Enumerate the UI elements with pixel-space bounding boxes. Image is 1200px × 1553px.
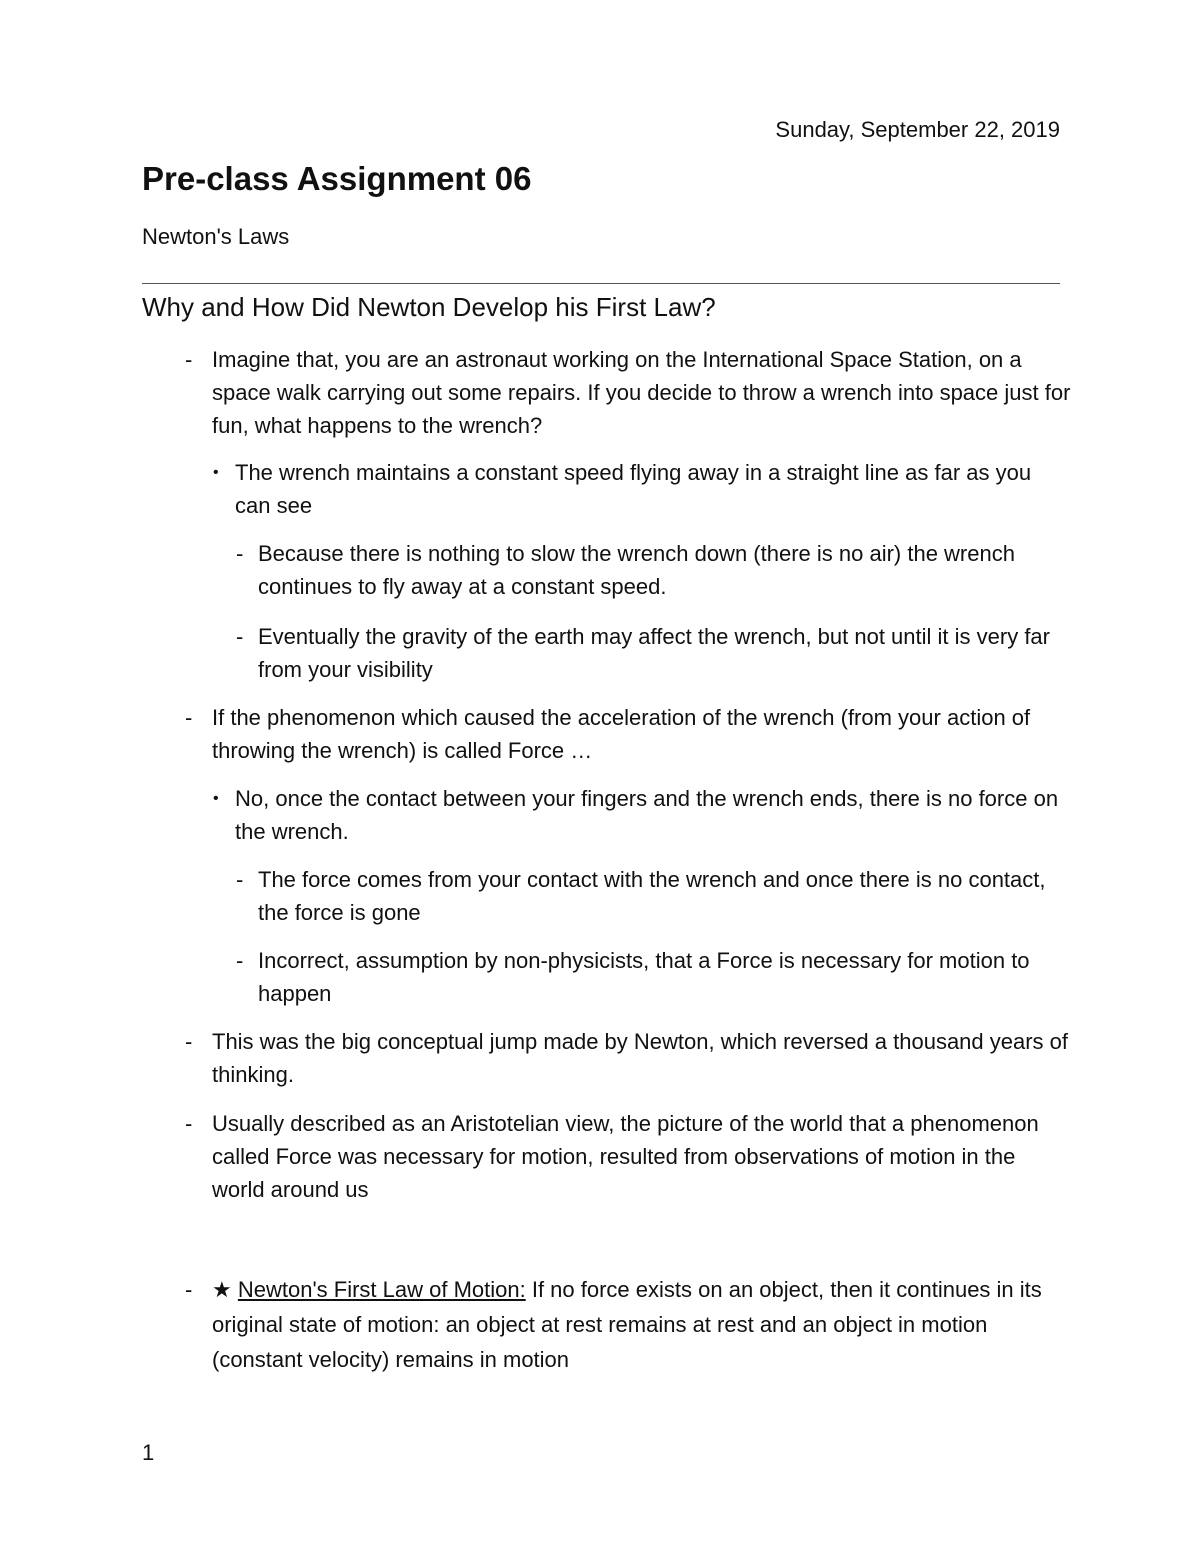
page-subtitle: Newton's Laws [142, 224, 290, 249]
dash-marker: - [185, 347, 193, 372]
list-item [185, 1107, 1072, 1206]
list-item [185, 343, 1072, 442]
list-item [213, 456, 1060, 522]
list-item-text: If no force exists on an object, then it continues in its original state of motion: an object at rest remains at rest and an object in motion (constant velocity) remains in motion [212, 1277, 1042, 1372]
dash-marker: - [185, 1029, 193, 1054]
list-item-text: If the phenomenon which caused the acceleration of the wrench (from your action of throwing the wrench) is called Force … [212, 705, 1031, 763]
divider [142, 283, 1060, 284]
list-item-text: The wrench maintains a constant speed flying away in a straight line as far as you can see [235, 460, 1032, 518]
star-icon: ★ [212, 1277, 232, 1302]
list-item-text: No, once the contact between your fingers and the wrench ends, there is no force on the wrench. [235, 786, 1059, 844]
list-item [236, 944, 1058, 1010]
dash-marker: - [236, 541, 244, 566]
list-item-text: This was the big conceptual jump made by Newton, which reversed a thousand years of thinking. [212, 1029, 1069, 1087]
list-item [185, 1025, 1072, 1091]
law-name: Newton's First Law of Motion: [237, 1277, 526, 1302]
bullet-marker: • [213, 790, 219, 807]
page-title: Pre-class Assignment 06 [142, 160, 532, 197]
list-item [213, 782, 1060, 848]
dash-marker: - [185, 1277, 193, 1302]
list-item-text: Usually described as an Aristotelian view, the picture of the world that a phenomenon called Force was necessary for motion, resulted from observations of motion in the world around us [212, 1111, 1039, 1202]
list-item-text: Because there is nothing to slow the wrench down (there is no air) the wrench continues to fly away at a constant speed. [258, 541, 1015, 599]
dash-marker: - [236, 624, 244, 649]
page-number: 1 [142, 1440, 155, 1465]
section-heading: Why and How Did Newton Develop his First Law? [142, 292, 716, 322]
list-item [236, 620, 1058, 686]
list-item-text: Imagine that, you are an astronaut working on the International Space Station, on a space walk carrying out some repairs. If you decide to throw a wrench into space just for fun, what happens to the wrench? [212, 347, 1071, 438]
dash-marker: - [236, 948, 244, 973]
dash-marker: - [236, 867, 244, 892]
list-item-text: Incorrect, assumption by non-physicists, that a Force is necessary for motion to happen [258, 948, 1030, 1006]
list-item [236, 537, 1058, 603]
dash-marker: - [185, 705, 193, 730]
list-item-first-law [185, 1272, 1072, 1377]
list-item-text: The force comes from your contact with the wrench and once there is no contact, the force is gone [258, 867, 1046, 925]
list-item-text: Eventually the gravity of the earth may affect the wrench, but not until it is very far from your visibility [258, 624, 1050, 682]
list-item [236, 863, 1058, 929]
date: Sunday, September 22, 2019 [775, 117, 1060, 142]
list-item [185, 701, 1072, 767]
dash-marker: - [185, 1111, 193, 1136]
bullet-marker: • [213, 464, 219, 481]
